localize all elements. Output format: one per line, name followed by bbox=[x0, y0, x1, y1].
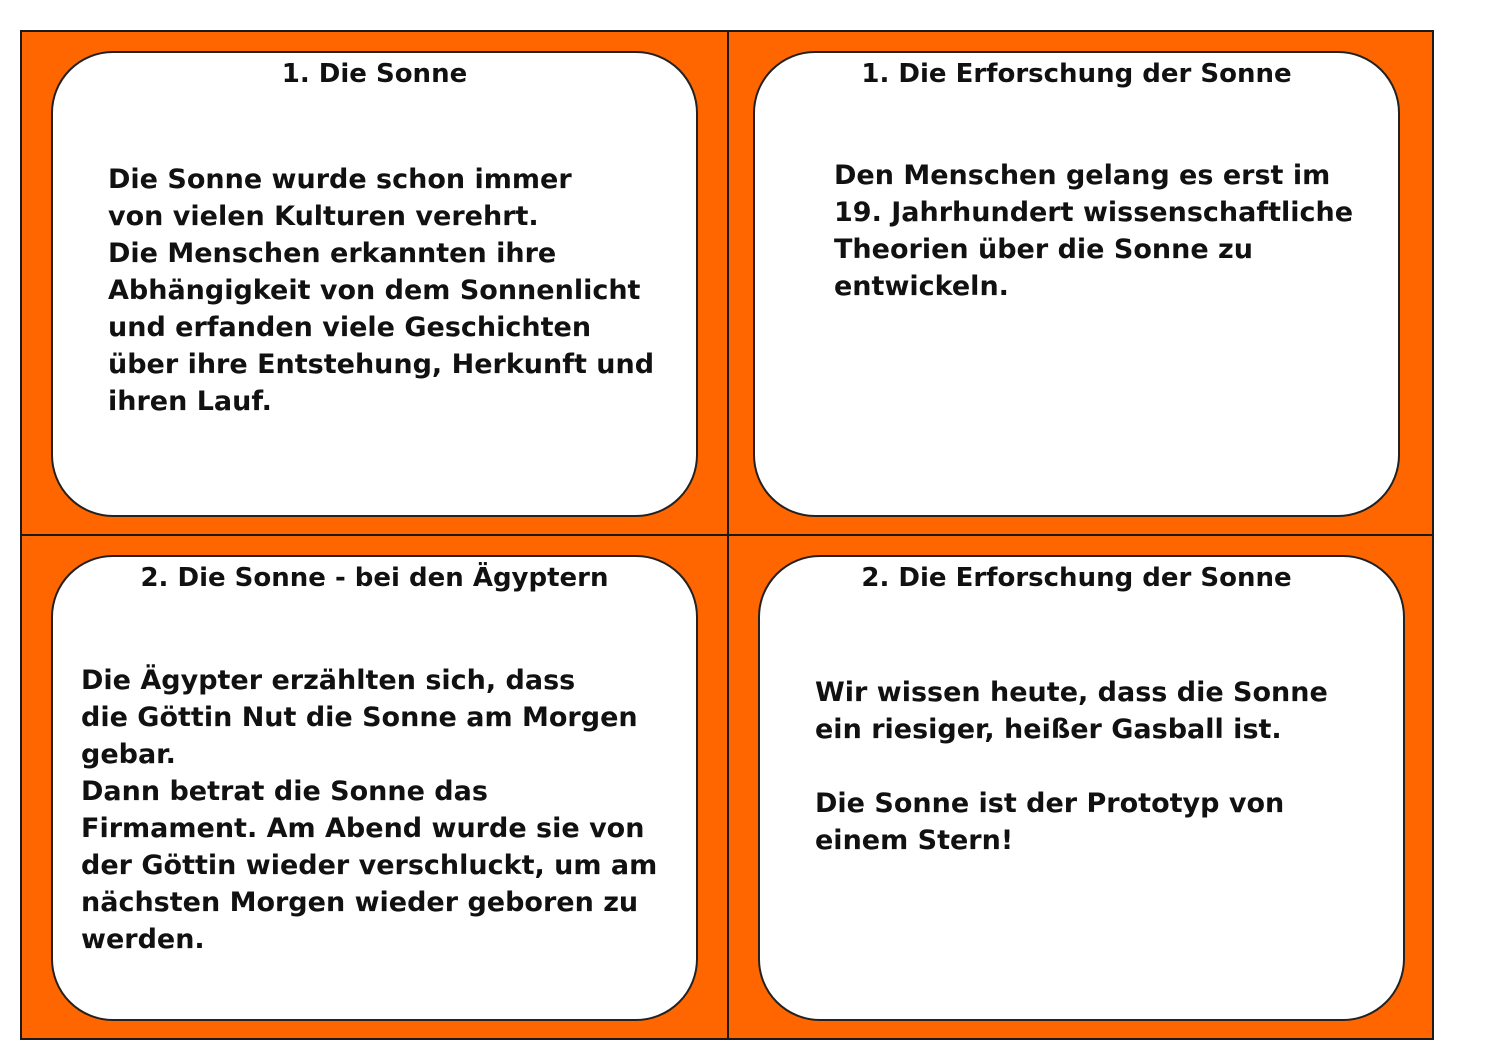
card-die-sonne bbox=[51, 51, 698, 517]
card-sheet bbox=[20, 30, 1434, 1040]
card-text: Wir wissen heute, dass die Sonne ein riesiger, heißer Gasball ist. Die Sonne ist der Prototyp von einem Stern! bbox=[815, 677, 1328, 856]
card-title: 1. Die Erforschung der Sonne bbox=[861, 59, 1292, 89]
card-text: Den Menschen gelang es erst im 19. Jahrhundert wissenschaftliche Theorien über die Sonne zu entwickeln. bbox=[834, 160, 1354, 302]
card-aegypter bbox=[51, 555, 698, 1021]
card-erforschung-1 bbox=[753, 51, 1400, 517]
horizontal-cut-line bbox=[22, 534, 1432, 536]
card-title: 1. Die Sonne bbox=[281, 59, 468, 89]
card-text: Die Sonne wurde schon immer von vielen Kulturen verehrt. Die Menschen erkannten ihre Abhängigkeit von dem Sonnenlicht und erfanden viele Geschichten über ihre Entstehung, Herkunft und ihren Lauf. bbox=[108, 164, 655, 417]
card-title: 2. Die Sonne - bei den Ägyptern bbox=[140, 563, 609, 593]
card-title: 2. Die Erforschung der Sonne bbox=[861, 563, 1292, 593]
card-text: Die Ägypter erzählten sich, dass die Göttin Nut die Sonne am Morgen gebar. Dann betrat die Sonne das Firmament. Am Abend wurde sie von der Göttin wieder verschluckt, um am nächsten Morgen wieder geboren zu werden. bbox=[81, 665, 658, 955]
card-erforschung-2 bbox=[758, 555, 1405, 1021]
